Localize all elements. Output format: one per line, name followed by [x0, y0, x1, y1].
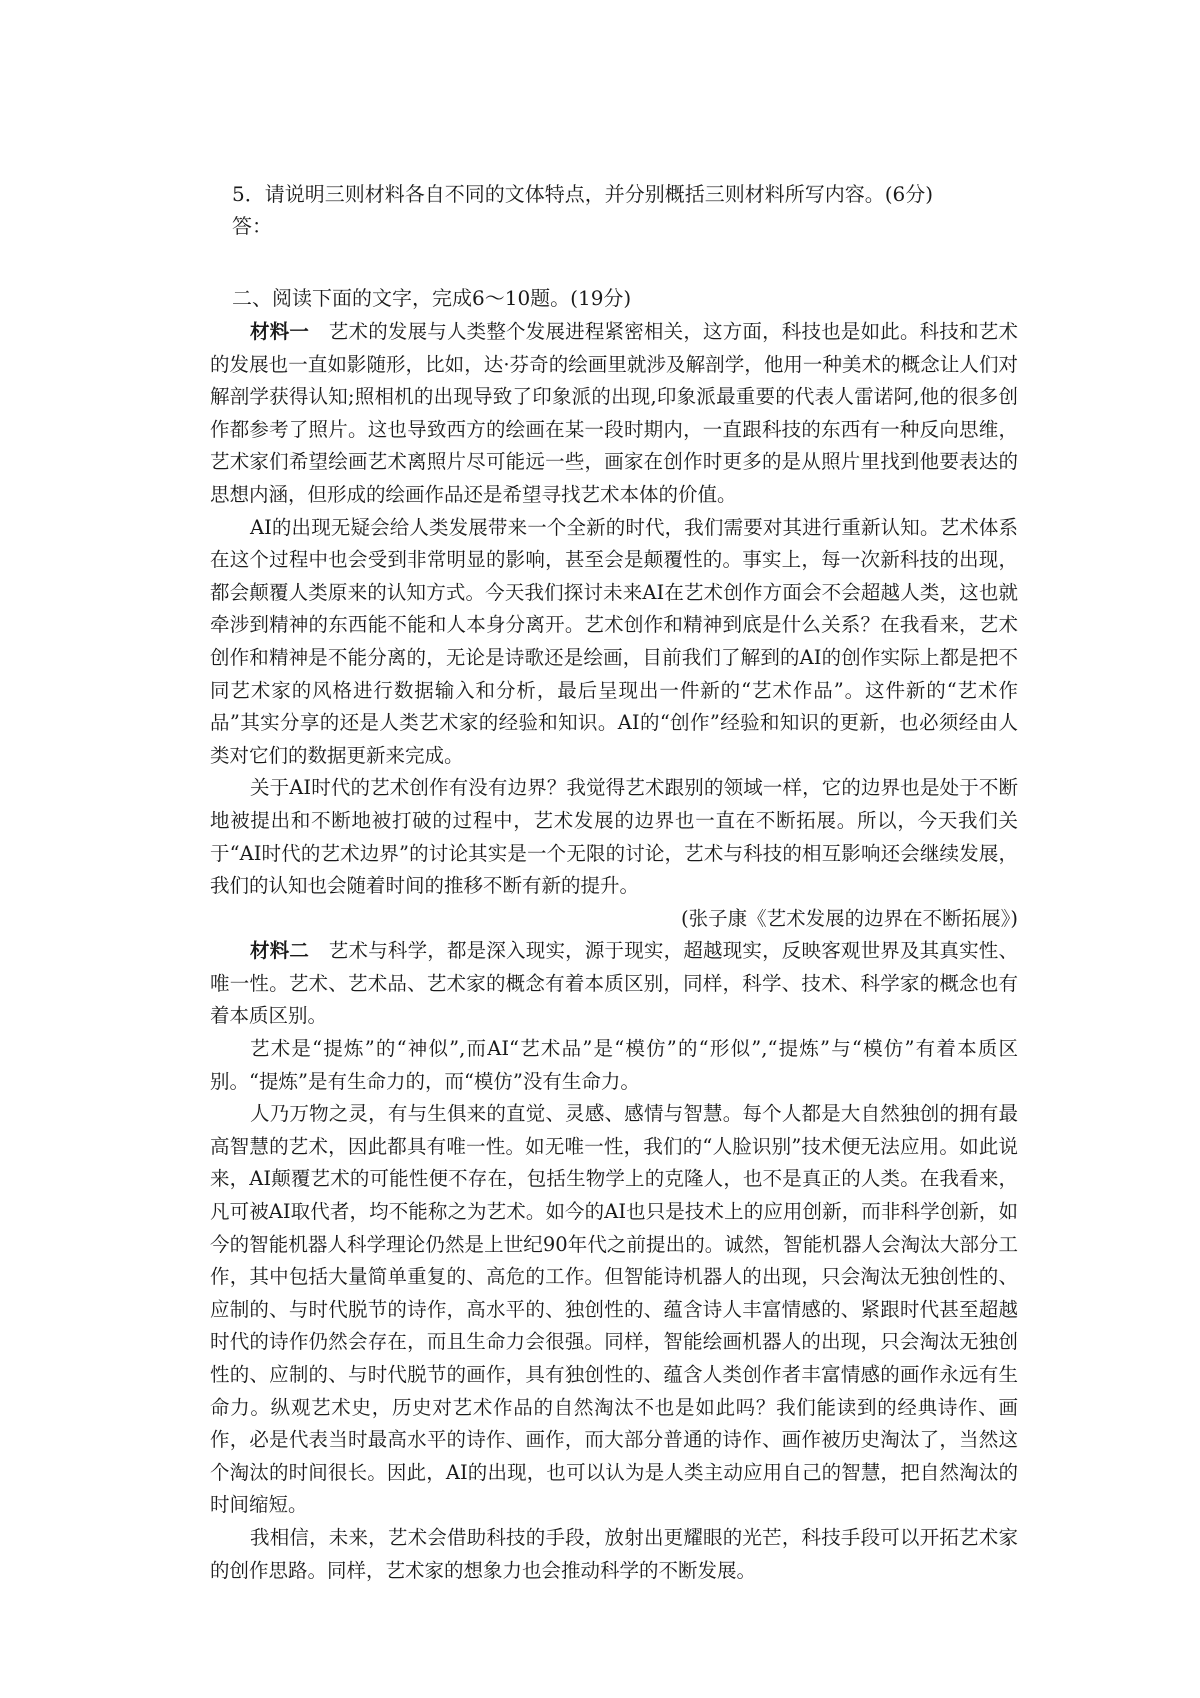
material-2-paragraph-1 — [210, 935, 1018, 1033]
question-5: 5．请说明三则材料各自不同的文体特点，并分别概括三则材料所写内容。(6分) — [232, 182, 934, 206]
material-1-label: 材料一 — [250, 320, 310, 343]
question-5-answer-label: 答： — [232, 214, 272, 238]
material-1-paragraph-3: 关于AI时代的艺术创作有没有边界？我觉得艺术跟别的领域一样，它的边界也是处于不断地被提出和不断地被打破的过程中，艺术发展的边界也一直在不断拓展。所以，今天我们关于“AI时代的艺术边界”的讨论其实是一个无限的讨论，艺术与科技的相互影响还会继续发展，我们的认知也会随着时间的推移不断有新的提升。 — [210, 776, 1018, 898]
material-1-paragraph-1 — [210, 316, 1018, 512]
material-2-label: 材料二 — [250, 939, 310, 963]
document-page — [210, 178, 1018, 1587]
material-1-paragraph-1-text: 艺术的发展与人类整个发展进程紧密相关，这方面，科技也是如此。科技和艺术的发展也一直如影随形，比如，达·芬奇的绘画里就涉及解剖学，他用一种美术的概念让人们对解剖学获得认知;照相机的出现导致了印象派的出现,印象派最重要的代表人雷诺阿,他的很多创作都参考了照片。这也导致西方的绘画在某一段时期内，一直跟科技的东西有一种反向思维，艺术家们希望绘画艺术离照片尽可能远一些，画家在创作时更多的是从照片里找到他要表达的思想内涵，但形成的绘画作品还是希望寻找艺术本体的价值。 — [210, 320, 1018, 506]
section-2-heading: 二、阅读下面的文字，完成6～10题。(19分) — [232, 286, 632, 310]
material-2-paragraph-3: 人乃万物之灵，有与生俱来的直觉、灵感、感情与智慧。每个人都是大自然独创的拥有最高智慧的艺术，因此都具有唯一性。如无唯一性，我们的“人脸识别”技术便无法应用。如此说来，AI颠覆艺术的可能性便不存在，包括生物学上的克隆人，也不是真正的人类。在我看来，凡可被AI取代者，均不能称之为艺术。如今的AI也只是技术上的应用创新，而非科学创新，如今的智能机器人科学理论仍然是上世纪90年代之前提出的。诚然，智能机器人会淘汰大部分工作，其中包括大量简单重复的、高危的工作。但智能诗机器人的出现，只会淘汰无独创性的、应制的、与时代脱节的诗作，高水平的、独创性的、蕴含诗人丰富情感的、紧跟时代甚至超越时代的诗作仍然会存在，而且生命力会很强。同样，智能绘画机器人的出现，只会淘汰无独创性的、应制的、与时代脱节的画作，具有独创性的、蕴含人类创作者丰富情感的画作永远有生命力。纵观艺术史，历史对艺术作品的自然淘汰不也是如此吗？我们能读到的经典诗作、画作，必是代表当时最高水平的诗作、画作，而大部分普通的诗作、画作被历史淘汰了，当然这个淘汰的时间很长。因此，AI的出现，也可以认为是人类主动应用自己的智慧，把自然淘汰的时间缩短。 — [210, 1102, 1018, 1517]
material-1-paragraph-2: AI的出现无疑会给人类发展带来一个全新的时代，我们需要对其进行重新认知。艺术体系在这个过程中也会受到非常明显的影响，甚至会是颠覆性的。事实上，每一次新科技的出现，都会颠覆人类原来的认知方式。今天我们探讨未来AI在艺术创作方面会不会超越人类，这也就牵涉到精神的东西能不能和人本身分离开。艺术创作和精神到底是什么关系？在我看来，艺术创作和精神是不能分离的，无论是诗歌还是绘画，目前我们了解到的AI的创作实际上都是把不同艺术家的风格进行数据输入和分析，最后呈现出一件新的“艺术作品”。这件新的“艺术作品”其实分享的还是人类艺术家的经验和知识。AI的“创作”经验和知识的更新，也必须经由人类对它们的数据更新来完成。 — [210, 515, 1018, 767]
material-2-paragraph-4: 我相信，未来，艺术会借助科技的手段，放射出更耀眼的光芒，科技手段可以开拓艺术家的创作思路。同样，艺术家的想象力也会推动科学的不断发展。 — [210, 1525, 1018, 1582]
material-2-paragraph-1-text: 艺术与科学，都是深入现实，源于现实，超越现实，反映客观世界及其真实性、唯一性。艺术、艺术品、艺术家的概念有着本质区别，同样，科学、技术、科学家的概念也有着本质区别。 — [210, 939, 1018, 1028]
material-1-source: (张子康《艺术发展的边界在不断拓展》) — [681, 906, 1018, 930]
material-2-paragraph-2: 艺术是“提炼”的“神似”,而AI“艺术品”是“模仿”的“形似”,“提炼”与“模仿”有着本质区别。“提炼”是有生命力的，而“模仿”没有生命力。 — [210, 1037, 1018, 1093]
